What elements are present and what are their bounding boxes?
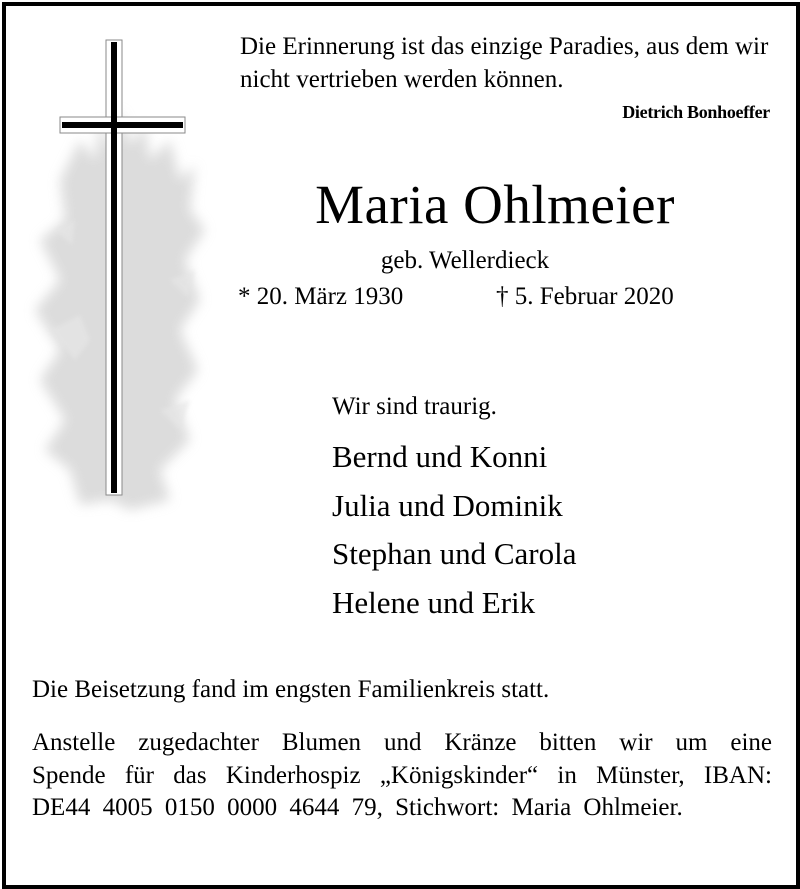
mourner-name: Helene und Erik bbox=[332, 584, 536, 620]
burial-note: Die Beisetzung fand im engsten Familienkreis statt. bbox=[32, 676, 550, 703]
birth-date: * 20. März 1930 bbox=[238, 283, 404, 310]
quote-author: Dietrich Bonhoeffer bbox=[622, 102, 770, 122]
mourner-name: Julia und Dominik bbox=[332, 487, 563, 523]
death-date: † 5. Februar 2020 bbox=[496, 283, 674, 310]
cross-icon bbox=[20, 30, 220, 530]
mourner-name: Bernd und Konni bbox=[332, 439, 548, 474]
mourners-list bbox=[332, 433, 577, 627]
donation-note: Anstelle zugedachter Blumen und Kränze bitten wir um eine Spende für das Kinderhospiz „Königskinder“ in Münster, IBAN: DE44 4005 0150 0000 4644 79, Stichwort: Maria Ohlmeier. bbox=[32, 729, 772, 821]
deceased-name: Maria Ohlmeier bbox=[315, 174, 675, 235]
mourning-statement: Wir sind traurig. bbox=[332, 393, 497, 420]
mourner-name: Stephan und Carola bbox=[332, 536, 577, 571]
quote-text: Die Erinnerung ist das einzige Paradies, aus dem wir nicht vertrieben werden können. bbox=[240, 33, 769, 93]
birth-name: geb. Wellerdieck bbox=[380, 247, 550, 274]
